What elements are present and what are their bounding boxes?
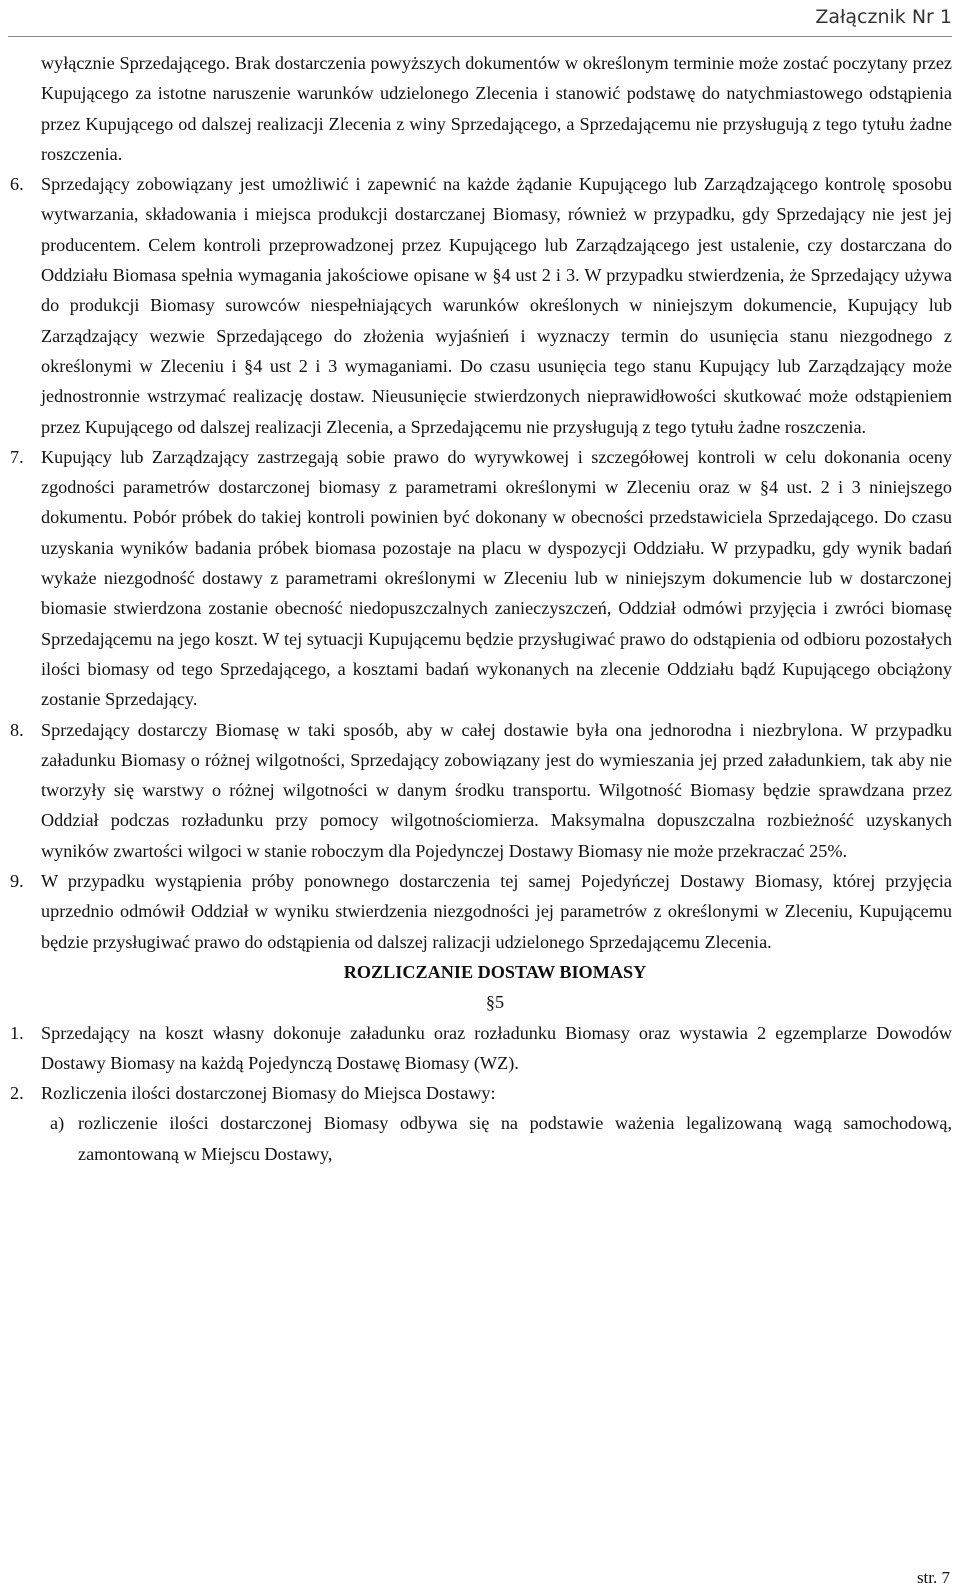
paragraph-mark: §5: [485, 992, 505, 1013]
section-subitem-a: [10, 1108, 952, 1169]
document-body: [10, 48, 952, 1169]
item-number: 8.: [10, 719, 24, 740]
page-header: [0, 0, 960, 42]
section-item-1: [10, 1018, 952, 1079]
list-item-9: [10, 866, 952, 957]
item-text: Sprzedający dostarczy Biomasę w taki sposób, aby w całej dostawie była ona jednorodna i niezbrylona. W przypadku załadunku Biomasy o różnej wilgotności, Sprzedający zobowiązany jest do wymieszania jej przed załadunkiem, tak aby nie tworzyły się warstwy o różnej wilgotności w danym środku transportu. Wilgotność Biomasy będzie sprawdzana przez Oddział podczas rozładunku przy pomocy wilgotnościomierza. Maksymalna dopuszczalna rozbieżność uzyskanych wyników zwartości wilgoci w stanie roboczym dla Pojedynczej Dostawy Biomasy nie może przekraczać 25%.: [41, 719, 952, 861]
item-text: Sprzedający na koszt własny dokonuje załadunku oraz rozładunku Biomasy oraz wystawia 2 egzemplarze Dowodów Dostawy Biomasy na każdą Pojedynczą Dostawę Biomasy (WZ).: [41, 1022, 952, 1073]
item-text: W przypadku wystąpienia próby ponownego dostarczenia tej samej Pojedyńczej Dostawy Biomasy, której przyjęcia uprzednio odmówił Oddział w wyniku stwierdzenia niezgodności jej parametrów z określonymi w Zleceniu, Kupującemu będzie przysługiwać prawo do odstąpienia od dalszej ralizacji udzielonego Sprzedającemu Zlecenia.: [41, 871, 952, 952]
annex-title: Załącznik Nr 1: [815, 6, 952, 28]
item-text: Rozliczenia ilości dostarczonej Biomasy do Miejsca Dostawy:: [41, 1083, 496, 1104]
item-number: 7.: [10, 446, 24, 467]
header-divider: [8, 36, 952, 37]
list-item-8: [10, 715, 952, 866]
intro-paragraph: wyłącznie Sprzedającego. Brak dostarczenia powyższych dokumentów w określonym terminie może zostać poczytany przez Kupującego za istotne naruszenie warunków udzielonego Zlecenia i stanowić podstawę do natychmiastowego odstąpienia przez Kupującego od dalszej realizacji Zlecenia z winy Sprzedającego, a Sprzedającemu nie przysługują z tego tytułu żadne roszczenia.: [41, 53, 952, 164]
item-text: Kupujący lub Zarządzający zastrzegają sobie prawo do wyrywkowej i szczegółowej kontroli w celu dokonania oceny zgodności parametrów dostarczonej biomasy z parametrami określonymi w Zleceniu oraz w §4 ust. 2 i 3 niniejszego dokumentu. Pobór próbek do takiej kontroli powinien być dokonany w obecności przedstawiciela Sprzedającego. Do czasu uzyskania wyników badania próbek biomasa pozostaje na placu w dyspozycji Oddziału. W przypadku, gdy wynik badań wykaże niezgodność dostawy z parametrami określonymi w Zleceniu lub w niniejszym dokumencie lub w dostarczonej biomasie stwierdzona zostanie obecność niedopuszczalnych zanieczyszczeń, Oddział odmówi przyjęcia i zwróci biomasę Sprzedającemu na jego koszt. W tej sytuacji Kupującemu będzie przysługiwać prawo do odstąpienia od odbioru pozostałych ilości biomasy od tego Sprzedającego, a kosztami badań wykonanych na zlecenie Oddziału bądź Kupującego obciążony zostanie Sprzedający.: [41, 446, 952, 710]
item-text: Sprzedający zobowiązany jest umożliwić i zapewnić na każde żądanie Kupującego lub Zarządzającego kontrolę sposobu wytwarzania, składowania i miejsca produkcji dostarczanej Biomasy, również w przypadku, gdy Sprzedający nie jest jej producentem. Celem kontroli przeprowadzonej przez Kupującego lub Zarządzającego jest ustalenie, czy dostarczana do Oddziału Biomasa spełnia wymagania jakościowe opisane w §4 ust 2 i 3. W przypadku stwierdzenia, że Sprzedający używa do produkcji Biomasy surowców niespełniających warunków określonych w niniejszym dokumencie, Kupujący lub Zarządzający wezwie Sprzedającego do złożenia wyjaśnień i wyznaczy termin do usunięcia stanu niezgodnego z określonymi w Zleceniu i §4 ust 2 i 3 wymaganiami. Do czasu usunięcia tego stanu Kupujący lub Zarządzający może jednostronnie wstrzymać realizację dostaw. Nieusunięcie stwierdzonych nieprawidłowości skutkować może odstąpieniem przez Kupującego od dalszej realizacji Zlecenia, a Sprzedającemu nie przysługują z tego tytułu żadne roszczenia.: [41, 174, 952, 437]
section-heading: ROZLICZANIE DOSTAW BIOMASY: [343, 961, 647, 982]
page-number: str. 7: [916, 1568, 950, 1587]
list-item-7: [10, 442, 952, 715]
subitem-text: rozliczenie ilości dostarczonej Biomasy odbywa się na podstawie ważenia legalizowaną wagą samochodową, zamontowaną w Miejscu Dostawy,: [78, 1113, 952, 1164]
section-item-2: [10, 1078, 952, 1108]
item-number: 2.: [10, 1083, 24, 1104]
item-number: 9.: [10, 871, 24, 892]
list-item-6: [10, 169, 952, 442]
item-number: 6.: [10, 174, 24, 195]
item-number: 1.: [10, 1022, 24, 1043]
subitem-letter: a): [50, 1113, 65, 1134]
